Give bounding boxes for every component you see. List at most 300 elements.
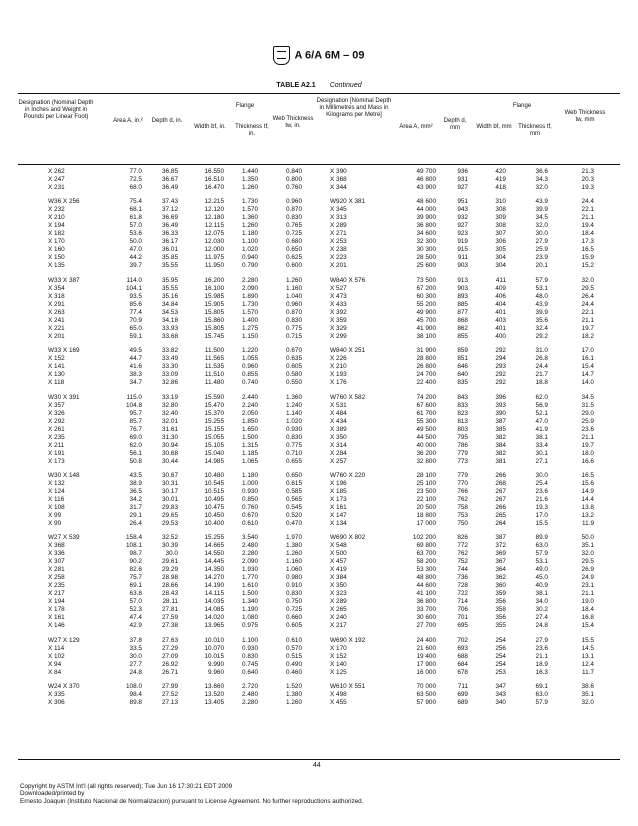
table-cell: X 350	[330, 433, 347, 441]
table-cell: 73 500	[416, 276, 436, 284]
table-cell: 27.29	[162, 644, 178, 652]
table-cell: W36 X 256	[48, 198, 80, 206]
table-cell: 253	[495, 668, 506, 676]
table-cell: 309	[495, 214, 506, 222]
table-cell: X 152	[48, 355, 65, 363]
table-cell: 33.93	[162, 324, 178, 332]
table-cell: 758	[457, 503, 468, 511]
table-cell: 27.9	[535, 636, 548, 644]
table-cell: 308	[495, 222, 506, 230]
table-cell: 32 800	[416, 457, 436, 465]
table-cell: 1.500	[242, 433, 258, 441]
table-cell: 40.9	[535, 582, 548, 590]
table-cell: X 170	[48, 238, 65, 246]
table-row	[18, 394, 620, 402]
table-cell: 41 900	[416, 324, 436, 332]
table-cell: 15.2	[581, 262, 594, 270]
table-cell: 41.6	[129, 363, 142, 371]
table-cell: 0.930	[286, 425, 302, 433]
row-group	[18, 683, 620, 707]
table-row	[18, 691, 620, 699]
table-cell: 736	[457, 574, 468, 582]
table-cell: 1.080	[242, 614, 258, 622]
table-cell: 1.220	[242, 347, 258, 355]
table-cell: X 500	[330, 550, 347, 558]
table-cell: 36.49	[162, 222, 178, 230]
table-cell: 29.61	[162, 558, 178, 566]
table-cell: 32 300	[416, 238, 436, 246]
table-cell: 23.9	[535, 254, 548, 262]
table-cell: 0.710	[286, 449, 302, 457]
table-cell: 9.990	[208, 660, 224, 668]
table-cell: 0.725	[286, 606, 302, 614]
table-cell: 16.5	[581, 246, 594, 254]
table-cell: X 527	[330, 284, 347, 292]
table-cell: 779	[457, 471, 468, 479]
table-cell: 33.68	[162, 332, 178, 340]
table-row	[18, 254, 620, 262]
table-cell: 32.0	[581, 550, 594, 558]
table-cell: X 140	[330, 660, 347, 668]
table-cell: X 359	[330, 316, 347, 324]
table-cell: W610 X 551	[330, 683, 366, 691]
table-cell: 34.7	[129, 379, 142, 387]
table-cell: 24.8	[535, 622, 548, 630]
table-cell: 21.1	[581, 433, 594, 441]
table-cell: 20.3	[581, 176, 594, 183]
table-cell: 0.625	[286, 254, 302, 262]
table-cell: X 313	[330, 214, 347, 222]
table-row	[18, 534, 620, 542]
table-cell: 31.30	[162, 433, 178, 441]
table-cell: 903	[457, 262, 468, 270]
table-cell: 795	[457, 433, 468, 441]
table-cell: 266	[495, 471, 506, 479]
table-cell: 0.550	[286, 379, 302, 387]
table-cell: 33.19	[162, 393, 178, 401]
table-cell: 0.930	[242, 644, 258, 652]
table-cell: 17.0	[535, 511, 548, 519]
table-cell: 411	[495, 276, 506, 284]
table-cell: 16.6	[581, 457, 594, 465]
table-cell: 1.180	[242, 471, 258, 479]
table-cell: 893	[457, 292, 468, 300]
table-cell: X 390	[330, 168, 347, 175]
table-cell: 2.090	[242, 284, 258, 292]
table-row	[18, 214, 620, 222]
table-cell: X 433	[330, 300, 347, 308]
table-cell: 47.0	[535, 417, 548, 425]
table-cell: 38.1	[535, 433, 548, 441]
table-cell: 36.01	[162, 246, 178, 254]
table-cell: 14.350	[204, 566, 224, 574]
table-cell: 14.190	[204, 582, 224, 590]
table-cell: 30.0	[535, 230, 548, 238]
table-cell: 50.0	[581, 534, 594, 542]
table-cell: 0.765	[286, 222, 302, 230]
table-cell: 39.9	[535, 308, 548, 316]
table-row	[18, 347, 620, 355]
table-cell: 3.540	[242, 534, 258, 542]
table-cell: 693	[457, 644, 468, 652]
table-cell: 34.0	[535, 598, 548, 606]
table-cell: 1.060	[286, 566, 302, 574]
table-cell: X 326	[48, 409, 65, 417]
table-cell: X 116	[48, 495, 65, 503]
table-cell: 400	[495, 332, 506, 340]
table-cell: 10.010	[204, 636, 224, 644]
table-cell: 1.440	[242, 168, 258, 175]
table-cell: X 150	[48, 254, 65, 262]
table-cell: 10.545	[204, 479, 224, 487]
table-cell: X 210	[330, 363, 347, 371]
table-cell: 18.4	[581, 230, 594, 238]
table-cell: 53.1	[535, 284, 548, 292]
table-cell: 0.725	[286, 230, 302, 238]
table-row	[18, 683, 620, 691]
table-cell: X 201	[48, 332, 65, 340]
table-cell: 1.400	[242, 316, 258, 324]
table-cell: 38.6	[581, 683, 594, 691]
table-cell: 1.570	[242, 308, 258, 316]
table-cell: 44 500	[416, 433, 436, 441]
table-cell: 31.7	[129, 503, 142, 511]
table-cell: 0.930	[242, 487, 258, 495]
table-cell: 19.3	[581, 184, 594, 191]
table-cell: 11.500	[204, 347, 224, 355]
table-row	[18, 277, 620, 285]
table-row	[18, 566, 620, 574]
table-cell: 33.49	[162, 355, 178, 363]
table-row	[18, 230, 620, 238]
table-cell: X 118	[48, 379, 65, 387]
table-cell: 67 600	[416, 401, 436, 409]
table-cell: 0.830	[242, 652, 258, 660]
table-cell: 0.870	[286, 308, 302, 316]
table-cell: 95.7	[129, 409, 142, 417]
table-cell: 927	[457, 184, 468, 191]
col-depth-si: Depth d, mm	[443, 118, 467, 131]
table-cell: X 263	[48, 308, 65, 316]
table-cell: X 455	[330, 699, 347, 707]
table-cell: X 253	[330, 238, 347, 246]
table-cell: 12.000	[204, 246, 224, 254]
table-cell: X 392	[330, 308, 347, 316]
table-cell: 27.13	[162, 699, 178, 707]
table-cell: 0.960	[286, 300, 302, 308]
col-thick-us: Thickness tf, in.	[235, 124, 269, 137]
table-row	[18, 558, 620, 566]
table-cell: 33.09	[162, 371, 178, 379]
table-cell: 30.2	[535, 606, 548, 614]
table-cell: W27 X 129	[48, 636, 80, 644]
table-cell: 50.0	[129, 238, 142, 246]
table-cell: X 211	[48, 441, 65, 449]
table-cell: W690 X 802	[330, 534, 366, 542]
table-cell: 57.9	[535, 276, 548, 284]
table-cell: 360	[495, 582, 506, 590]
table-cell: 292	[495, 371, 506, 379]
table-cell: X 261	[48, 425, 65, 433]
table-cell: 30 300	[416, 246, 436, 254]
table-cell: 2.280	[242, 699, 258, 707]
table-cell: 15.370	[204, 409, 224, 417]
table-row	[18, 606, 620, 614]
table-cell: 13.1	[581, 652, 594, 660]
table-cell: X 241	[48, 316, 65, 324]
table-cell: 786	[457, 441, 468, 449]
table-cell: X 235	[48, 433, 65, 441]
table-cell: 37.12	[162, 206, 178, 214]
table-cell: 1.240	[286, 401, 302, 409]
table-cell: 10.475	[204, 503, 224, 511]
table-cell: X 314	[330, 441, 347, 449]
table-row	[18, 325, 620, 333]
table-cell: 1.360	[242, 214, 258, 222]
table-cell: 104.8	[126, 401, 142, 409]
table-cell: 381	[495, 457, 506, 465]
table-row	[18, 488, 620, 496]
table-cell: 39 900	[416, 214, 436, 222]
table-cell: 26.4	[581, 292, 594, 300]
table-cell: 44 600	[416, 582, 436, 590]
table-cell: 420	[495, 168, 506, 175]
table-cell: 851	[457, 355, 468, 363]
table-cell: 27.59	[162, 614, 178, 622]
table-cell: 1.930	[242, 566, 258, 574]
table-cell: 21.1	[581, 214, 594, 222]
table-cell: 12.180	[204, 214, 224, 222]
table-cell: X 124	[48, 487, 65, 495]
table-cell: 15.9	[581, 254, 594, 262]
table-cell: X 240	[330, 614, 347, 622]
table-cell: 33.4	[535, 441, 548, 449]
table-cell: 36.17	[162, 238, 178, 246]
table-cell: 23.6	[535, 487, 548, 495]
table-cell: 47.4	[129, 614, 142, 622]
table-cell: X 152	[330, 652, 347, 660]
table-row	[18, 512, 620, 520]
table-cell: 1.260	[286, 550, 302, 558]
table-cell: 49 700	[416, 168, 436, 175]
table-cell: 32.52	[162, 534, 178, 542]
copyright-line-3: Ernesto Joaquin (Instituto Nacional de Normalizacion) pursuant to License Agreement. No further reproductions authorized.	[20, 797, 364, 805]
table-cell: 32.0	[581, 276, 594, 284]
row-group	[18, 472, 620, 528]
table-cell: 1.360	[286, 393, 302, 401]
table-cell: 15.6	[581, 479, 594, 487]
table-cell: 803	[457, 425, 468, 433]
table-cell: 15.4	[581, 622, 594, 630]
table-cell: X 114	[48, 644, 65, 652]
table-cell: 40 000	[416, 441, 436, 449]
table-cell: 89.8	[129, 699, 142, 707]
table-cell: 76.7	[129, 425, 142, 433]
table-cell: X 134	[330, 519, 347, 527]
table-cell: 57.9	[535, 550, 548, 558]
table-cell: 49.5	[129, 347, 142, 355]
table-cell: 74 200	[416, 393, 436, 401]
table-cell: 1.160	[286, 558, 302, 566]
table-cell: 359	[495, 590, 506, 598]
table-cell: 20 500	[416, 503, 436, 511]
table-row	[18, 472, 620, 480]
table-cell: X 226	[330, 355, 347, 363]
table-cell: X 384	[330, 574, 347, 582]
table-cell: 98.4	[129, 691, 142, 699]
table-cell: X 345	[330, 206, 347, 214]
col-width-si: Width bf, mm	[476, 124, 512, 130]
table-cell: 0.605	[286, 622, 302, 630]
table-cell: 14.5	[581, 644, 594, 652]
table-cell: 773	[457, 457, 468, 465]
table-cell: 68.1	[129, 206, 142, 214]
table-cell: 305	[495, 246, 506, 254]
table-cell: W30 X 148	[48, 471, 80, 479]
table-continued: Continued	[329, 82, 362, 89]
table-cell: 39.7	[129, 262, 142, 270]
table-cell: 0.650	[286, 471, 302, 479]
table-cell: 32.4	[535, 324, 548, 332]
table-cell: 28 800	[416, 355, 436, 363]
table-cell: 401	[495, 308, 506, 316]
col-flange-us: Flange	[235, 103, 255, 109]
table-cell: 0.610	[242, 519, 258, 527]
table-cell: 369	[495, 550, 506, 558]
table-cell: X 258	[48, 574, 65, 582]
table-cell: 38.3	[129, 371, 142, 379]
table-cell: X 336	[48, 550, 65, 558]
table-cell: 21.3	[581, 168, 594, 175]
table-cell: X 498	[330, 691, 347, 699]
table-cell: X 178	[48, 606, 65, 614]
table-cell: 16.470	[204, 184, 224, 191]
table-cell: 404	[495, 300, 506, 308]
table-cell: 36.5	[129, 487, 142, 495]
table-cell: 256	[495, 644, 506, 652]
table-cell: 14.550	[204, 550, 224, 558]
table-cell: 943	[457, 206, 468, 214]
table-cell: 903	[457, 284, 468, 292]
table-cell: 23 500	[416, 487, 436, 495]
table-row	[18, 293, 620, 301]
table-cell: 13.660	[204, 683, 224, 691]
table-row	[18, 363, 620, 371]
table-cell: 885	[457, 300, 468, 308]
table-row	[18, 410, 620, 418]
table-cell: 766	[457, 487, 468, 495]
table-cell: 22.1	[581, 308, 594, 316]
top-rule	[18, 93, 620, 94]
table-row	[18, 504, 620, 512]
table-cell: 1.185	[242, 449, 258, 457]
table-cell: 25 600	[416, 262, 436, 270]
section-table	[18, 168, 620, 714]
table-cell: 63 700	[416, 550, 436, 558]
table-cell: 34.5	[535, 214, 548, 222]
table-cell: 57.0	[129, 222, 142, 230]
table-cell: 1.570	[242, 206, 258, 214]
table-cell: 22.1	[581, 206, 594, 214]
table-cell: 30.67	[162, 471, 178, 479]
table-cell: 27.63	[162, 636, 178, 644]
table-cell: 2.240	[242, 401, 258, 409]
table-cell: 11.535	[204, 363, 224, 371]
table-cell: 0.605	[286, 363, 302, 371]
table-cell: 0.910	[286, 582, 302, 590]
table-cell: 1.040	[286, 292, 302, 300]
table-row	[18, 442, 620, 450]
table-cell: X 108	[48, 503, 65, 511]
table-cell: 0.655	[286, 457, 302, 465]
table-cell: 14.985	[204, 457, 224, 465]
table-cell: 104.1	[126, 284, 142, 292]
table-cell: 1.180	[242, 230, 258, 238]
table-cell: 37.8	[129, 636, 142, 644]
table-cell: 695	[457, 622, 468, 630]
table-cell: 58 200	[416, 558, 436, 566]
table-row	[18, 355, 620, 363]
table-cell: 102 200	[412, 534, 436, 542]
table-cell: 15.4	[581, 363, 594, 371]
table-cell: X 299	[330, 332, 347, 340]
table-cell: X 182	[48, 230, 65, 238]
table-cell: 26.4	[129, 519, 142, 527]
table-cell: 44.7	[129, 355, 142, 363]
table-cell: 0.585	[286, 487, 302, 495]
table-cell: 36 800	[416, 222, 436, 230]
table-cell: 744	[457, 566, 468, 574]
table-cell: 2.480	[242, 691, 258, 699]
table-cell: 26.71	[162, 668, 178, 676]
table-cell: 0.670	[286, 347, 302, 355]
table-cell: 12.120	[204, 206, 224, 214]
table-cell: 770	[457, 479, 468, 487]
table-cell: 26.8	[535, 355, 548, 363]
table-cell: 23.6	[581, 425, 594, 433]
table-cell: X 357	[48, 401, 65, 409]
table-cell: 1.500	[242, 590, 258, 598]
table-cell: X 146	[48, 622, 65, 630]
table-cell: 15.745	[204, 332, 224, 340]
table-cell: X 94	[48, 660, 62, 668]
table-cell: 10.400	[204, 519, 224, 527]
table-cell: 1.610	[242, 582, 258, 590]
table-cell: 27.09	[162, 652, 178, 660]
table-cell: 29.5	[581, 284, 594, 292]
table-caption	[0, 82, 638, 89]
table-cell: 384	[495, 441, 506, 449]
table-cell: 0.680	[286, 238, 302, 246]
table-cell: 33.5	[129, 644, 142, 652]
table-cell: 32.0	[581, 699, 594, 707]
table-cell: 15.590	[204, 393, 224, 401]
table-cell: W33 X 387	[48, 276, 80, 284]
table-cell: 265	[495, 511, 506, 519]
table-cell: 752	[457, 558, 468, 566]
table-cell: 24 400	[416, 636, 436, 644]
table-cell: 38 100	[416, 332, 436, 340]
table-cell: 0.980	[286, 574, 302, 582]
table-cell: 292	[495, 347, 506, 355]
table-cell: 12.115	[204, 222, 224, 230]
table-cell: 31 900	[416, 347, 436, 355]
table-cell: 82.6	[129, 566, 142, 574]
table-cell: 1.730	[242, 300, 258, 308]
table-cell: 0.830	[286, 316, 302, 324]
table-cell: X 354	[48, 284, 65, 292]
table-cell: 27.99	[162, 683, 178, 691]
